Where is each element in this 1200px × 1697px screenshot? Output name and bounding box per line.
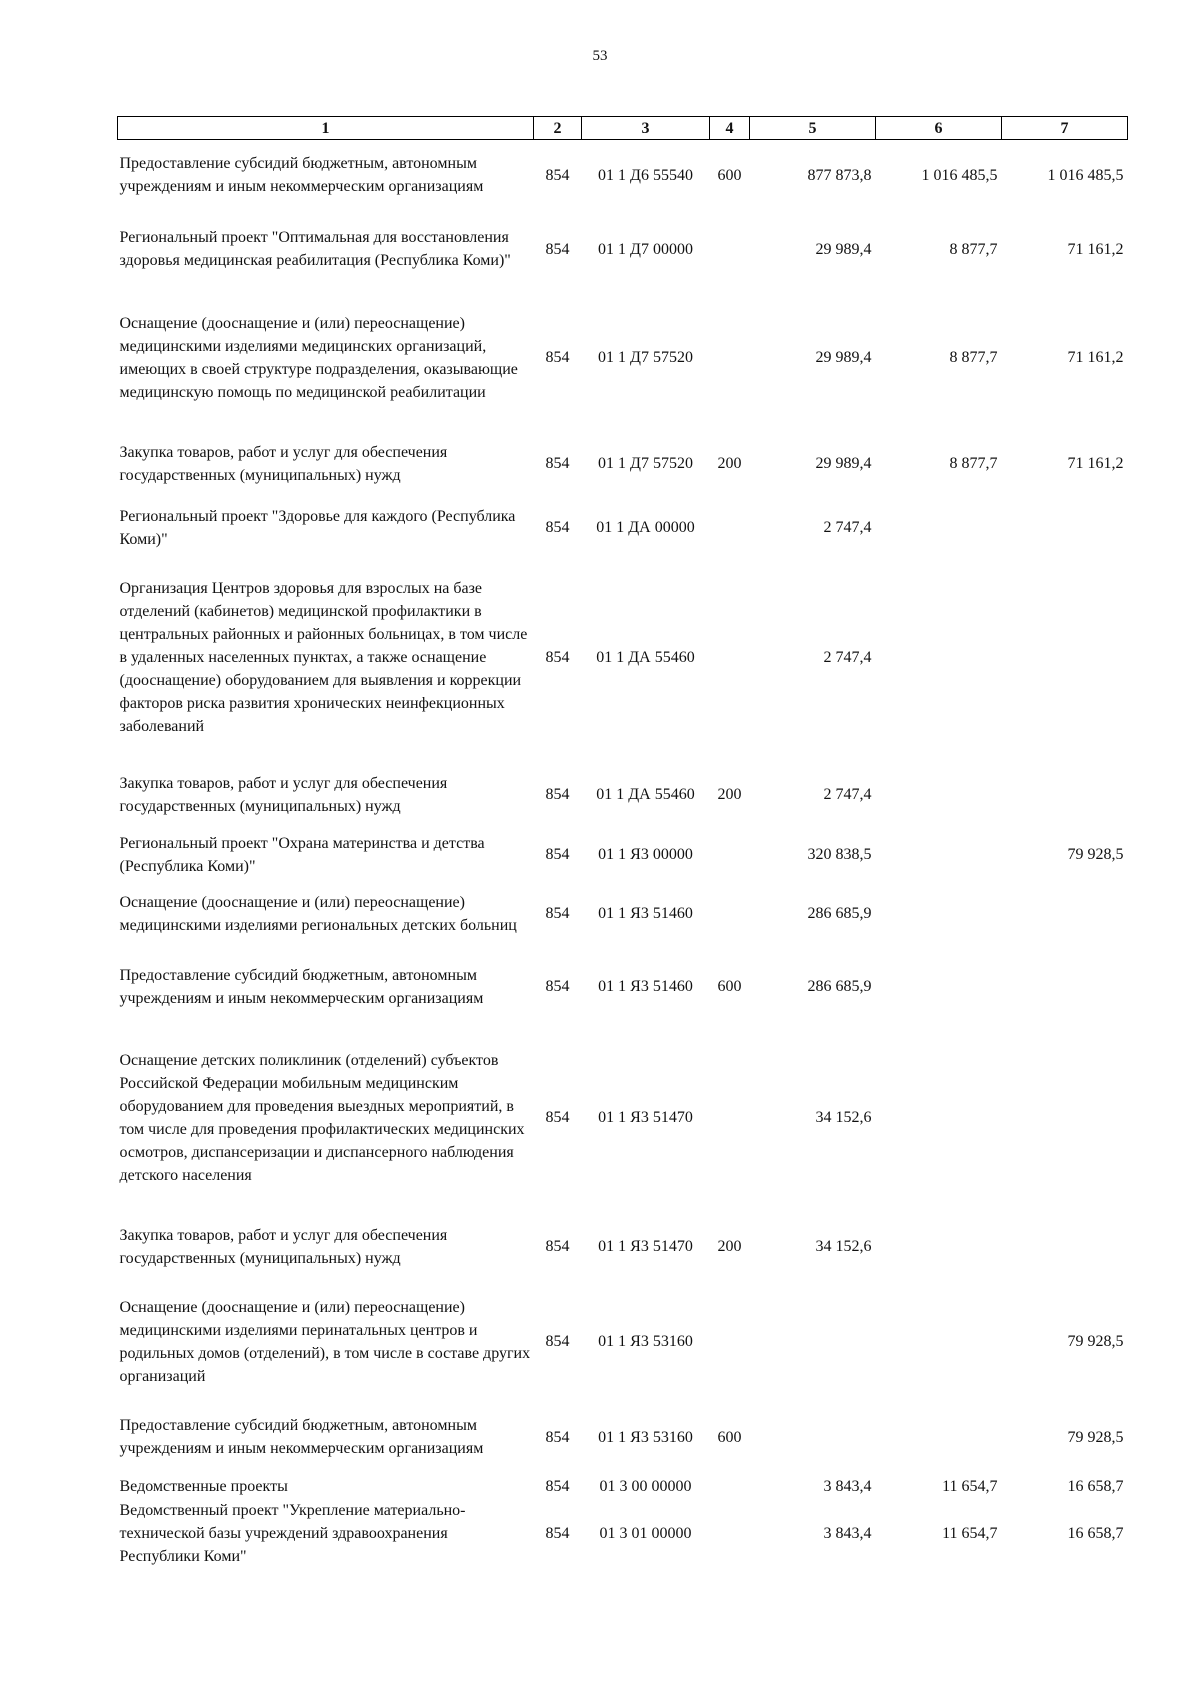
row-csr: 01 1 Я3 51460 [598,978,693,995]
table-row [118,1401,1128,1474]
row-ved: 854 [545,1477,570,1495]
row-value-col5: 320 838,5 [807,846,872,863]
row-name: Ведомственный проект "Укрепление материально-технической базы учреждений здравоохранения Республики Коми" [119,1502,466,1565]
row-vr [710,500,750,556]
row-name: Закупка товаров, работ и услуг для обеспечения государственных (муниципальных) нужд [119,443,448,484]
row-value-col6: 8 877,7 [949,455,998,472]
row-value-col7 [1002,1025,1128,1211]
row-value-col7 [1002,759,1128,831]
row-csr: 01 1 Д7 00000 [598,240,693,258]
row-value-col6 [876,1401,1002,1474]
row-value-col7 [1002,879,1128,949]
row-value-col5: 3 843,4 [823,1525,872,1542]
table-row [118,879,1128,949]
row-vr [710,831,750,879]
row-ved: 854 [545,905,570,922]
row-name: Региональный проект "Здоровье для каждого (Республика Коми)" [119,507,516,548]
row-vr [710,879,750,949]
row-csr: 01 1 Я3 51470 [598,1109,693,1126]
row-value-col6 [876,1025,1002,1211]
row-value-col5: 286 685,9 [807,978,872,995]
header-col-7: 7 [1002,117,1128,140]
table-row [118,556,1128,759]
header-col-5: 5 [750,117,876,140]
row-ved: 854 [545,846,570,863]
row-ved: 854 [545,166,570,184]
row-name: Ведомственные проекты [119,1477,288,1495]
row-name: Закупка товаров, работ и услуг для обеспечения государственных (муниципальных) нужд [119,1226,448,1267]
row-value-col7: 71 161,2 [1067,349,1124,366]
row-csr: 01 1 Я3 53160 [598,1333,693,1350]
row-value-col5 [750,1401,876,1474]
row-value-col5 [750,1283,876,1401]
row-vr: 600 [717,166,742,184]
row-csr: 01 1 ДА 00000 [596,519,695,536]
row-vr [710,1283,750,1401]
table-row [118,1283,1128,1401]
row-value-col7 [1002,949,1128,1025]
header-col-3: 3 [582,117,710,140]
table-row [118,428,1128,500]
row-value-col6 [876,556,1002,759]
row-csr: 01 1 ДА 55460 [596,648,695,666]
row-ved: 854 [545,1109,570,1126]
table-row [118,140,1128,211]
header-col-6: 6 [876,117,1002,140]
row-value-col7: 71 161,2 [1067,455,1124,472]
row-value-col6 [876,879,1002,949]
row-csr: 01 1 Я3 00000 [598,846,693,863]
row-vr: 200 [717,455,742,472]
row-ved: 854 [545,978,570,995]
row-value-col7: 16 658,7 [1067,1477,1124,1495]
row-ved: 854 [545,786,570,803]
row-value-col6 [876,500,1002,556]
row-ved: 854 [545,349,570,366]
header-row [118,117,1128,140]
row-value-col5: 34 152,6 [815,1238,872,1255]
row-value-col7: 71 161,2 [1067,240,1124,258]
table-row [118,500,1128,556]
row-value-col6: 8 877,7 [949,349,998,366]
row-value-col5: 29 989,4 [815,455,872,472]
row-name: Региональный проект "Оптимальная для восстановления здоровья медицинская реабилитация (Республика Коми)" [119,229,511,269]
table-row [118,1025,1128,1211]
row-ved: 854 [545,1333,570,1350]
row-vr [710,1499,750,1569]
row-vr [710,211,750,288]
row-name: Региональный проект "Охрана материнства и детства (Республика Коми)" [119,834,485,875]
row-csr: 01 1 ДА 55460 [596,786,695,803]
page-number: 53 [592,48,608,64]
row-ved: 854 [545,1525,570,1542]
row-value-col5: 286 685,9 [807,905,872,922]
row-csr: 01 1 Д7 57520 [598,349,693,366]
row-ved: 854 [545,1428,570,1446]
header-col-4: 4 [710,117,750,140]
row-value-col5: 29 989,4 [815,349,872,366]
table-row [118,1211,1128,1283]
row-value-col5: 877 873,8 [807,166,872,184]
row-name: Организация Центров здоровья для взрослых на базе отделений (кабинетов) медицинской профилактики в центральных районных и районных больницах, в том числе в удаленных населенных пунктах, а также оснащение (дооснащение) оборудованием для выявления и коррекции факторов риска развития хронических неинфекционных заболеваний [119,579,528,735]
header-col-2: 2 [534,117,582,140]
row-value-col6 [876,1211,1002,1283]
row-csr: 01 1 Я3 51460 [598,905,693,922]
row-vr: 600 [717,1428,742,1446]
row-value-col5: 34 152,6 [815,1109,872,1126]
table-row [118,949,1128,1025]
row-value-col7 [1002,1211,1128,1283]
row-vr [710,1025,750,1211]
row-value-col6: 11 654,7 [942,1477,998,1495]
row-value-col6 [876,949,1002,1025]
row-ved: 854 [545,1238,570,1255]
table-row [118,1474,1128,1499]
row-name: Оснащение (дооснащение и (или) переоснащение) медицинскими изделиями медицинских организаций, имеющих в своей структуре подразделения, оказывающие медицинскую помощь по медицинской реабилитации [119,314,518,401]
row-vr: 200 [717,1238,742,1255]
budget-table [117,116,1128,1569]
row-ved: 854 [545,455,570,472]
row-ved: 854 [545,648,570,666]
row-value-col7: 1 016 485,5 [1047,166,1124,184]
row-name: Предоставление субсидий бюджетным, автономным учреждениям и иным некоммерческим организациям [119,966,484,1007]
row-csr: 01 1 Д6 55540 [598,166,693,184]
table-row [118,831,1128,879]
row-value-col5: 3 843,4 [823,1477,872,1495]
row-name: Оснащение (дооснащение и (или) переоснащение) медицинскими изделиями перинатальных центров и родильных домов (отделений), в том числе в составе других организаций [119,1298,531,1385]
row-value-col6 [876,759,1002,831]
row-vr [710,288,750,428]
row-value-col5: 2 747,4 [823,519,872,536]
row-csr: 01 3 01 00000 [599,1525,692,1542]
row-name: Предоставление субсидий бюджетным, автономным учреждениям и иным некоммерческим организациям [119,155,484,196]
row-name: Предоставление субсидий бюджетным, автономным учреждениям и иным некоммерческим организациям [119,1417,484,1457]
row-value-col6: 8 877,7 [949,240,998,258]
row-csr: 01 3 00 00000 [599,1477,692,1495]
row-value-col6 [876,831,1002,879]
row-name: Оснащение (дооснащение и (или) переоснащение) медицинскими изделиями региональных детских больниц [119,893,517,934]
row-name: Закупка товаров, работ и услуг для обеспечения государственных (муниципальных) нужд [119,774,448,815]
table-row [118,211,1128,288]
row-value-col7: 16 658,7 [1067,1525,1124,1542]
row-vr: 600 [717,978,742,995]
row-value-col5: 2 747,4 [823,786,872,803]
table-row [118,288,1128,428]
row-value-col7 [1002,556,1128,759]
header-col-1: 1 [118,117,534,140]
row-value-col6: 11 654,7 [942,1525,998,1542]
row-value-col7 [1002,500,1128,556]
row-name: Оснащение детских поликлиник (отделений) субъектов Российской Федерации мобильным медицинским оборудованием для проведения выездных мероприятий, в том числе для проведения профилактических медицинских осмотров, диспансеризации и диспансерного наблюдения детского населения [119,1051,525,1184]
row-value-col7: 79 928,5 [1067,1333,1124,1350]
row-value-col7: 79 928,5 [1067,846,1124,863]
row-csr: 01 1 Я3 53160 [598,1428,693,1446]
row-csr: 01 1 Я3 51470 [598,1238,693,1255]
row-value-col6 [876,1283,1002,1401]
row-value-col7: 79 928,5 [1067,1428,1124,1446]
row-value-col6: 1 016 485,5 [921,166,998,184]
row-vr: 200 [717,786,742,803]
row-ved: 854 [545,240,570,258]
row-value-col5: 29 989,4 [815,240,872,258]
row-ved: 854 [545,519,570,536]
row-vr [710,556,750,759]
row-value-col5: 2 747,4 [823,648,872,666]
table-row [118,759,1128,831]
row-vr [710,1474,750,1499]
table-row [118,1499,1128,1569]
row-csr: 01 1 Д7 57520 [598,455,693,472]
